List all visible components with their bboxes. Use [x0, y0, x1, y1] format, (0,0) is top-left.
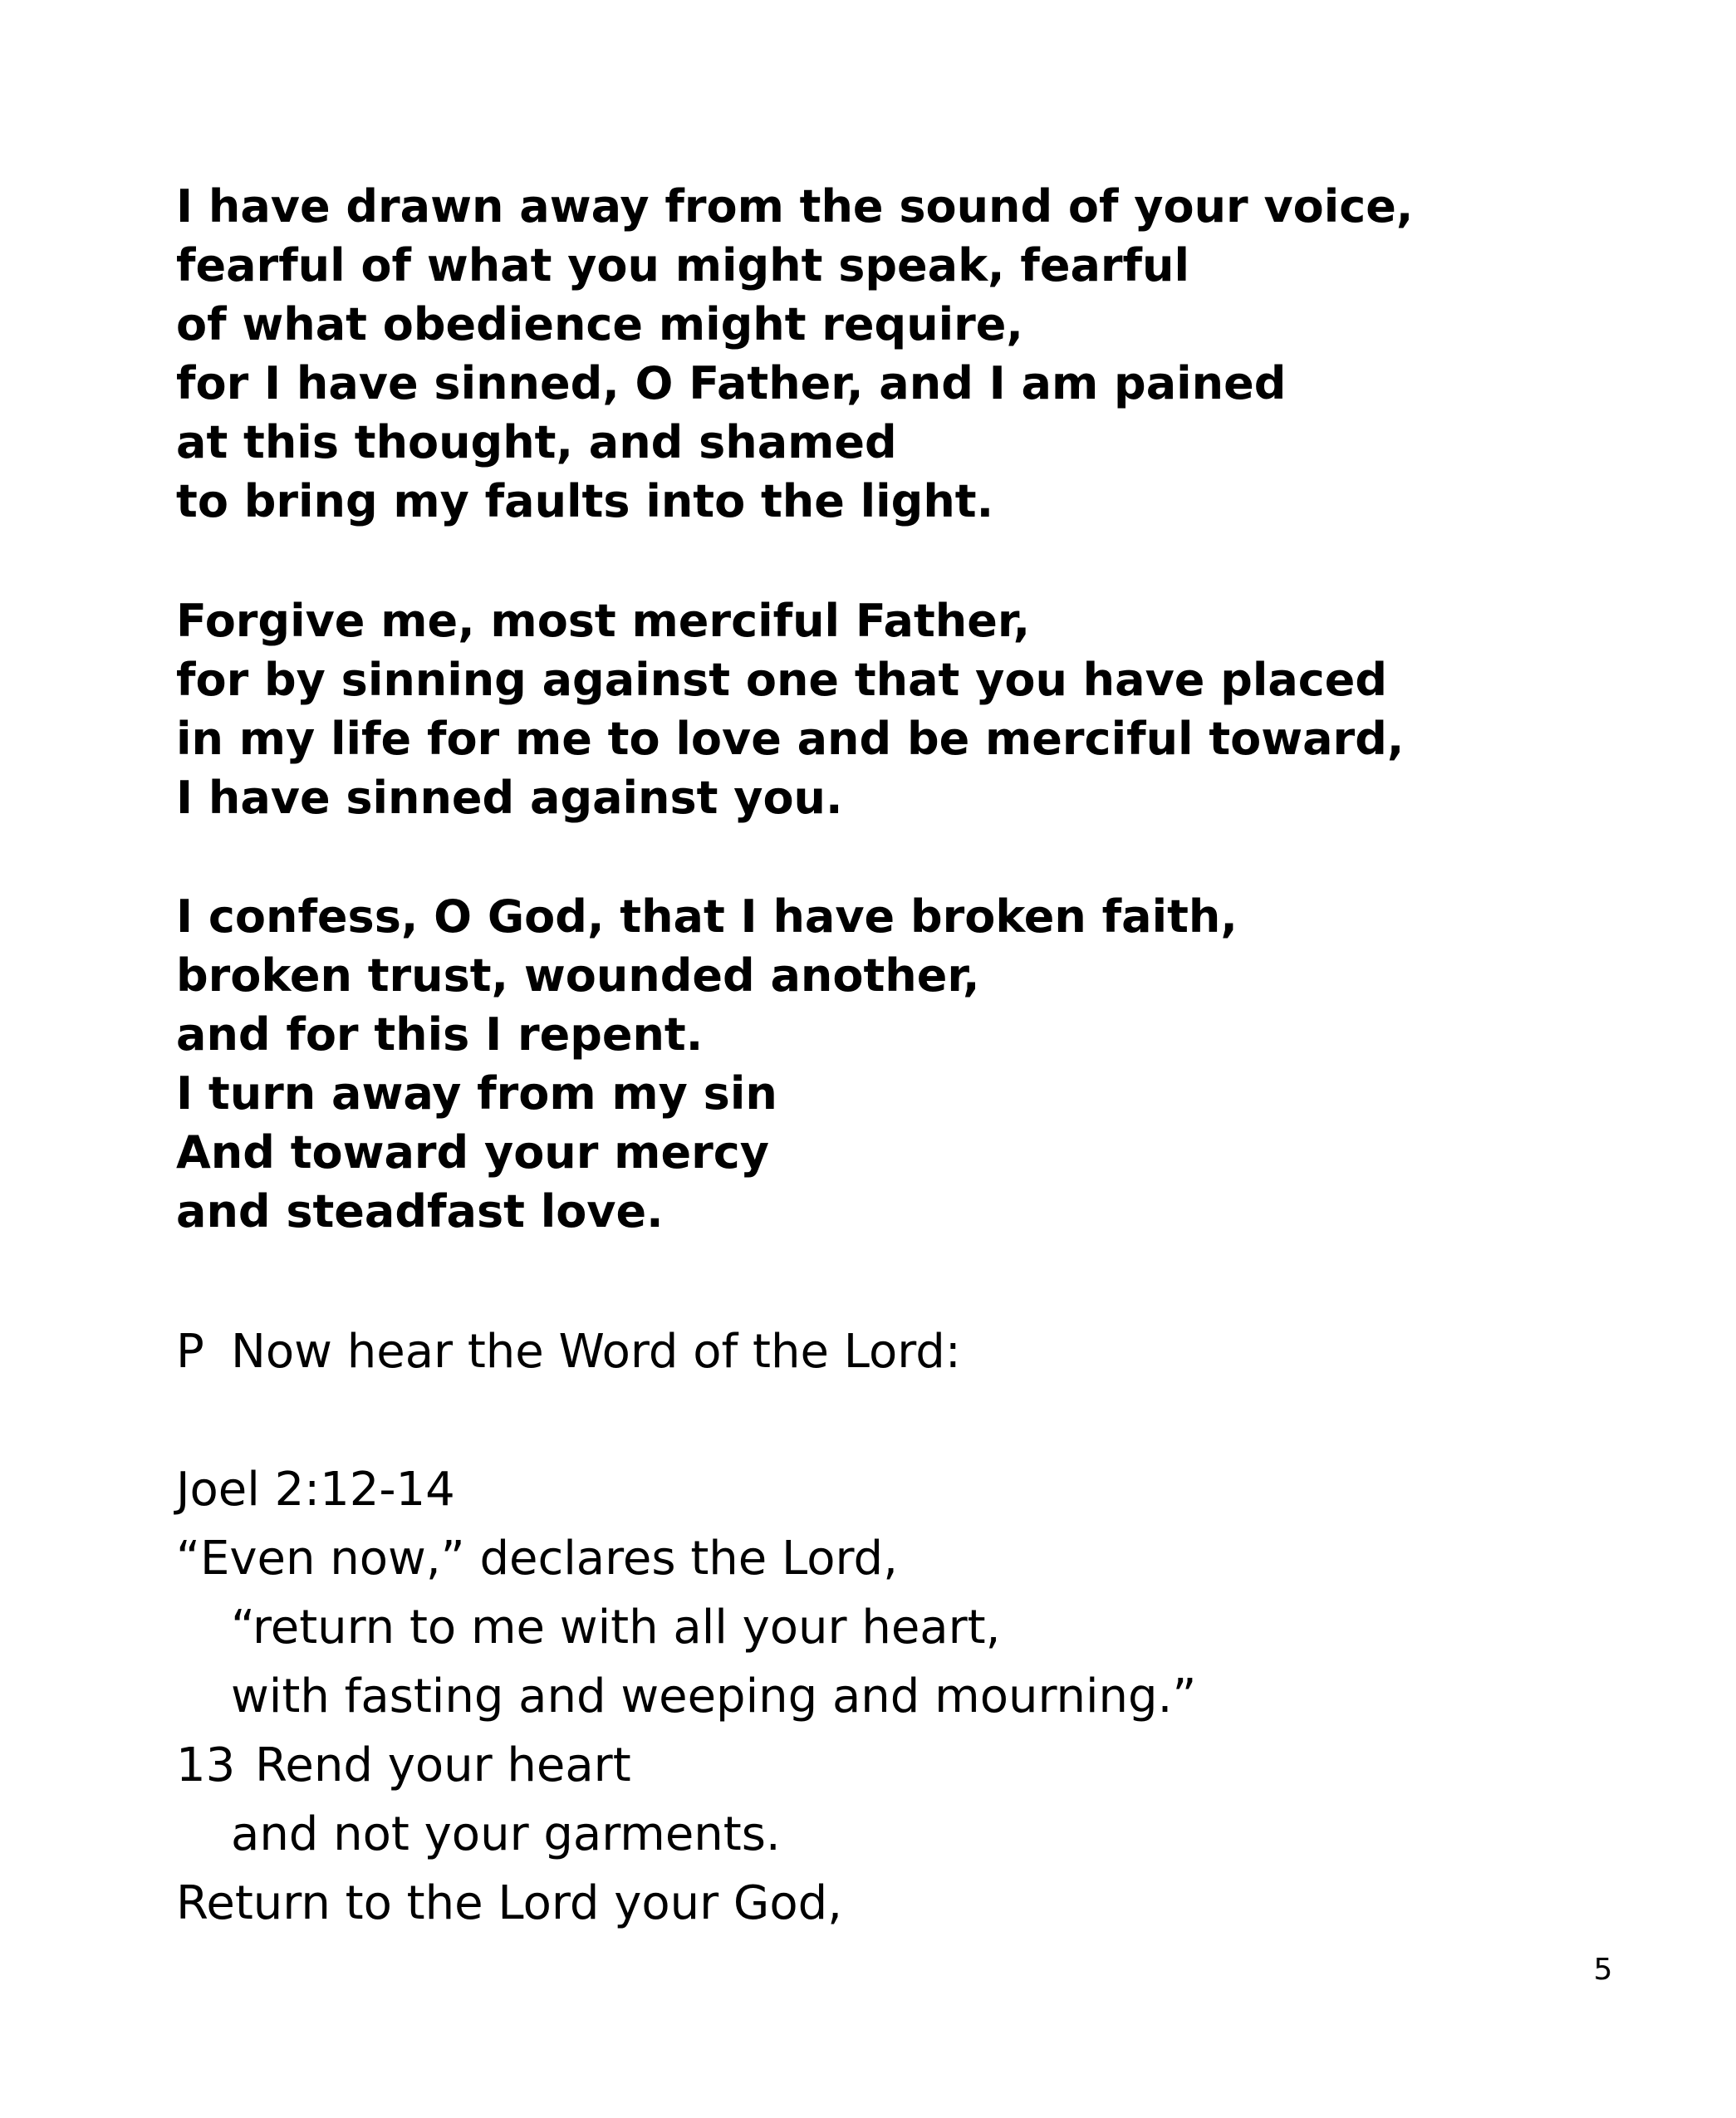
stanza-line: broken trust, wounded another,	[176, 949, 980, 1002]
stanza-line: for by sinning against one that you have placed	[176, 654, 1388, 706]
reading-line: Rend your heart	[255, 1738, 631, 1792]
confession-stanza-2	[176, 591, 1630, 827]
stanza-line: to bring my faults into the light.	[176, 475, 994, 527]
reading-line: “return to me with all your heart,	[231, 1601, 1001, 1655]
stanza-line: I have sinned against you.	[176, 772, 843, 824]
stanza-line: and steadfast love.	[176, 1185, 664, 1238]
stanza-line: fearful of what you might speak, fearful	[176, 239, 1189, 292]
stanza-line: of what obedience might require,	[176, 298, 1023, 351]
reading-reference: Joel 2:12-14	[176, 1463, 455, 1517]
stanza-line: for I have sinned, O Father, and I am pained	[176, 357, 1287, 409]
reading-verse-line	[176, 1731, 1630, 1800]
verse-number: 13	[176, 1738, 236, 1792]
stanza-line: I confess, O God, that I have broken faith,	[176, 890, 1238, 943]
page-number: 5	[1593, 1953, 1613, 1987]
stanza-line: at this thought, and shamed	[176, 416, 897, 468]
stanza-line: I have drawn away from the sound of your voice,	[176, 180, 1414, 233]
confession-stanza-3	[176, 887, 1630, 1241]
reading-line: and not your garments.	[231, 1807, 781, 1861]
stanza-line: I turn away from my sin	[176, 1067, 777, 1120]
reading-line: “Even now,” declares the Lord,	[176, 1532, 898, 1586]
reading-line: with fasting and weeping and mourning.”	[231, 1669, 1197, 1723]
stanza-line: And toward your mercy	[176, 1126, 769, 1179]
stanza-line: Forgive me, most merciful Father,	[176, 595, 1031, 647]
leader-line	[176, 1321, 961, 1384]
scripture-reading	[176, 1455, 1630, 1938]
stanza-line: in my life for me to love and be merciful toward,	[176, 713, 1405, 765]
stanza-line: and for this I repent.	[176, 1008, 704, 1061]
reading-line: Return to the Lord your God,	[176, 1876, 842, 1930]
confession-stanza-1	[176, 177, 1630, 531]
leader-marker: P	[176, 1325, 204, 1379]
leader-text: Now hear the Word of the Lord:	[231, 1325, 961, 1379]
